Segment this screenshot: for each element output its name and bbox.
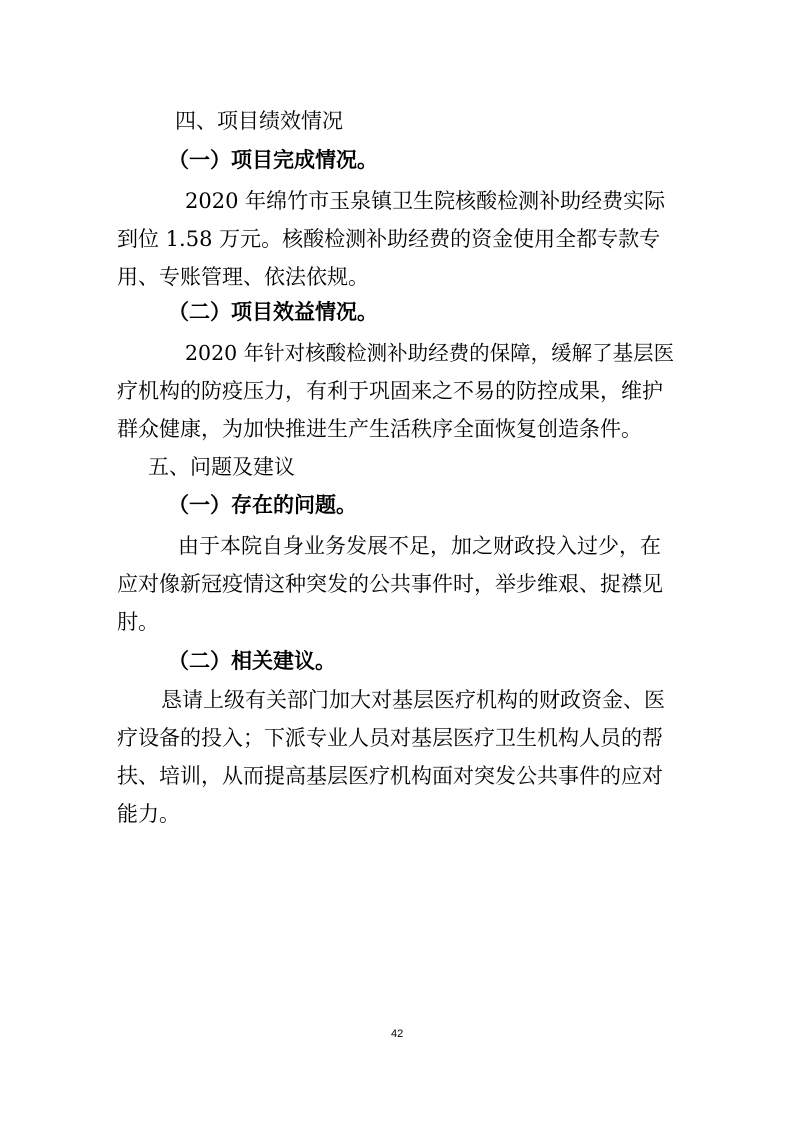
section-4-sub2-heading: （二）项目效益情况。 [168, 300, 378, 324]
section-5-sub2-line-1: 恳请上级有关部门加大对基层医疗机构的财政资金、医 [161, 688, 665, 712]
section-5-sub1-heading: （一）存在的问题。 [168, 493, 357, 517]
section-4-sub2-line-1: 2020 年针对核酸检测补助经费的保障，缓解了基层医 [185, 341, 675, 365]
section-4-sub1-line-3: 用、专账管理、依法依规。 [117, 265, 369, 289]
section-4-sub2-line-2: 疗机构的防疫压力，有利于巩固来之不易的防控成果，维护 [117, 379, 663, 403]
section-5-sub1-line-3: 肘。 [117, 610, 159, 634]
section-5-sub2-line-3: 扶、培训，从而提高基层医疗机构面对突发公共事件的应对 [117, 764, 663, 788]
section-4-sub2-line-3: 群众健康，为加快推进生产生活秩序全面恢复创造条件。 [117, 417, 642, 441]
section-5-sub2-line-4: 能力。 [117, 802, 180, 826]
section-4-heading: 四、项目绩效情况 [175, 109, 343, 133]
section-5-sub2-heading: （二）相关建议。 [168, 649, 336, 673]
section-4-sub1-line-2: 到位 1.58 万元。核酸检测补助经费的资金使用全都专款专 [117, 227, 661, 251]
section-5-sub1-line-2: 应对像新冠疫情这种突发的公共事件时，举步维艰、捉襟见 [117, 572, 663, 596]
section-5-sub2-line-2: 疗设备的投入；下派专业人员对基层医疗卫生机构人员的帮 [117, 726, 663, 750]
section-5-sub1-line-1: 由于本院自身业务发展不足，加之财政投入过少，在 [178, 534, 661, 558]
page-number: 42 [391, 1028, 404, 1040]
section-4-sub1-heading: （一）项目完成情况。 [168, 148, 378, 172]
section-5-heading: 五、问题及建议 [148, 455, 295, 479]
section-4-sub1-line-1: 2020 年绵竹市玉泉镇卫生院核酸检测补助经费实际 [185, 189, 666, 213]
